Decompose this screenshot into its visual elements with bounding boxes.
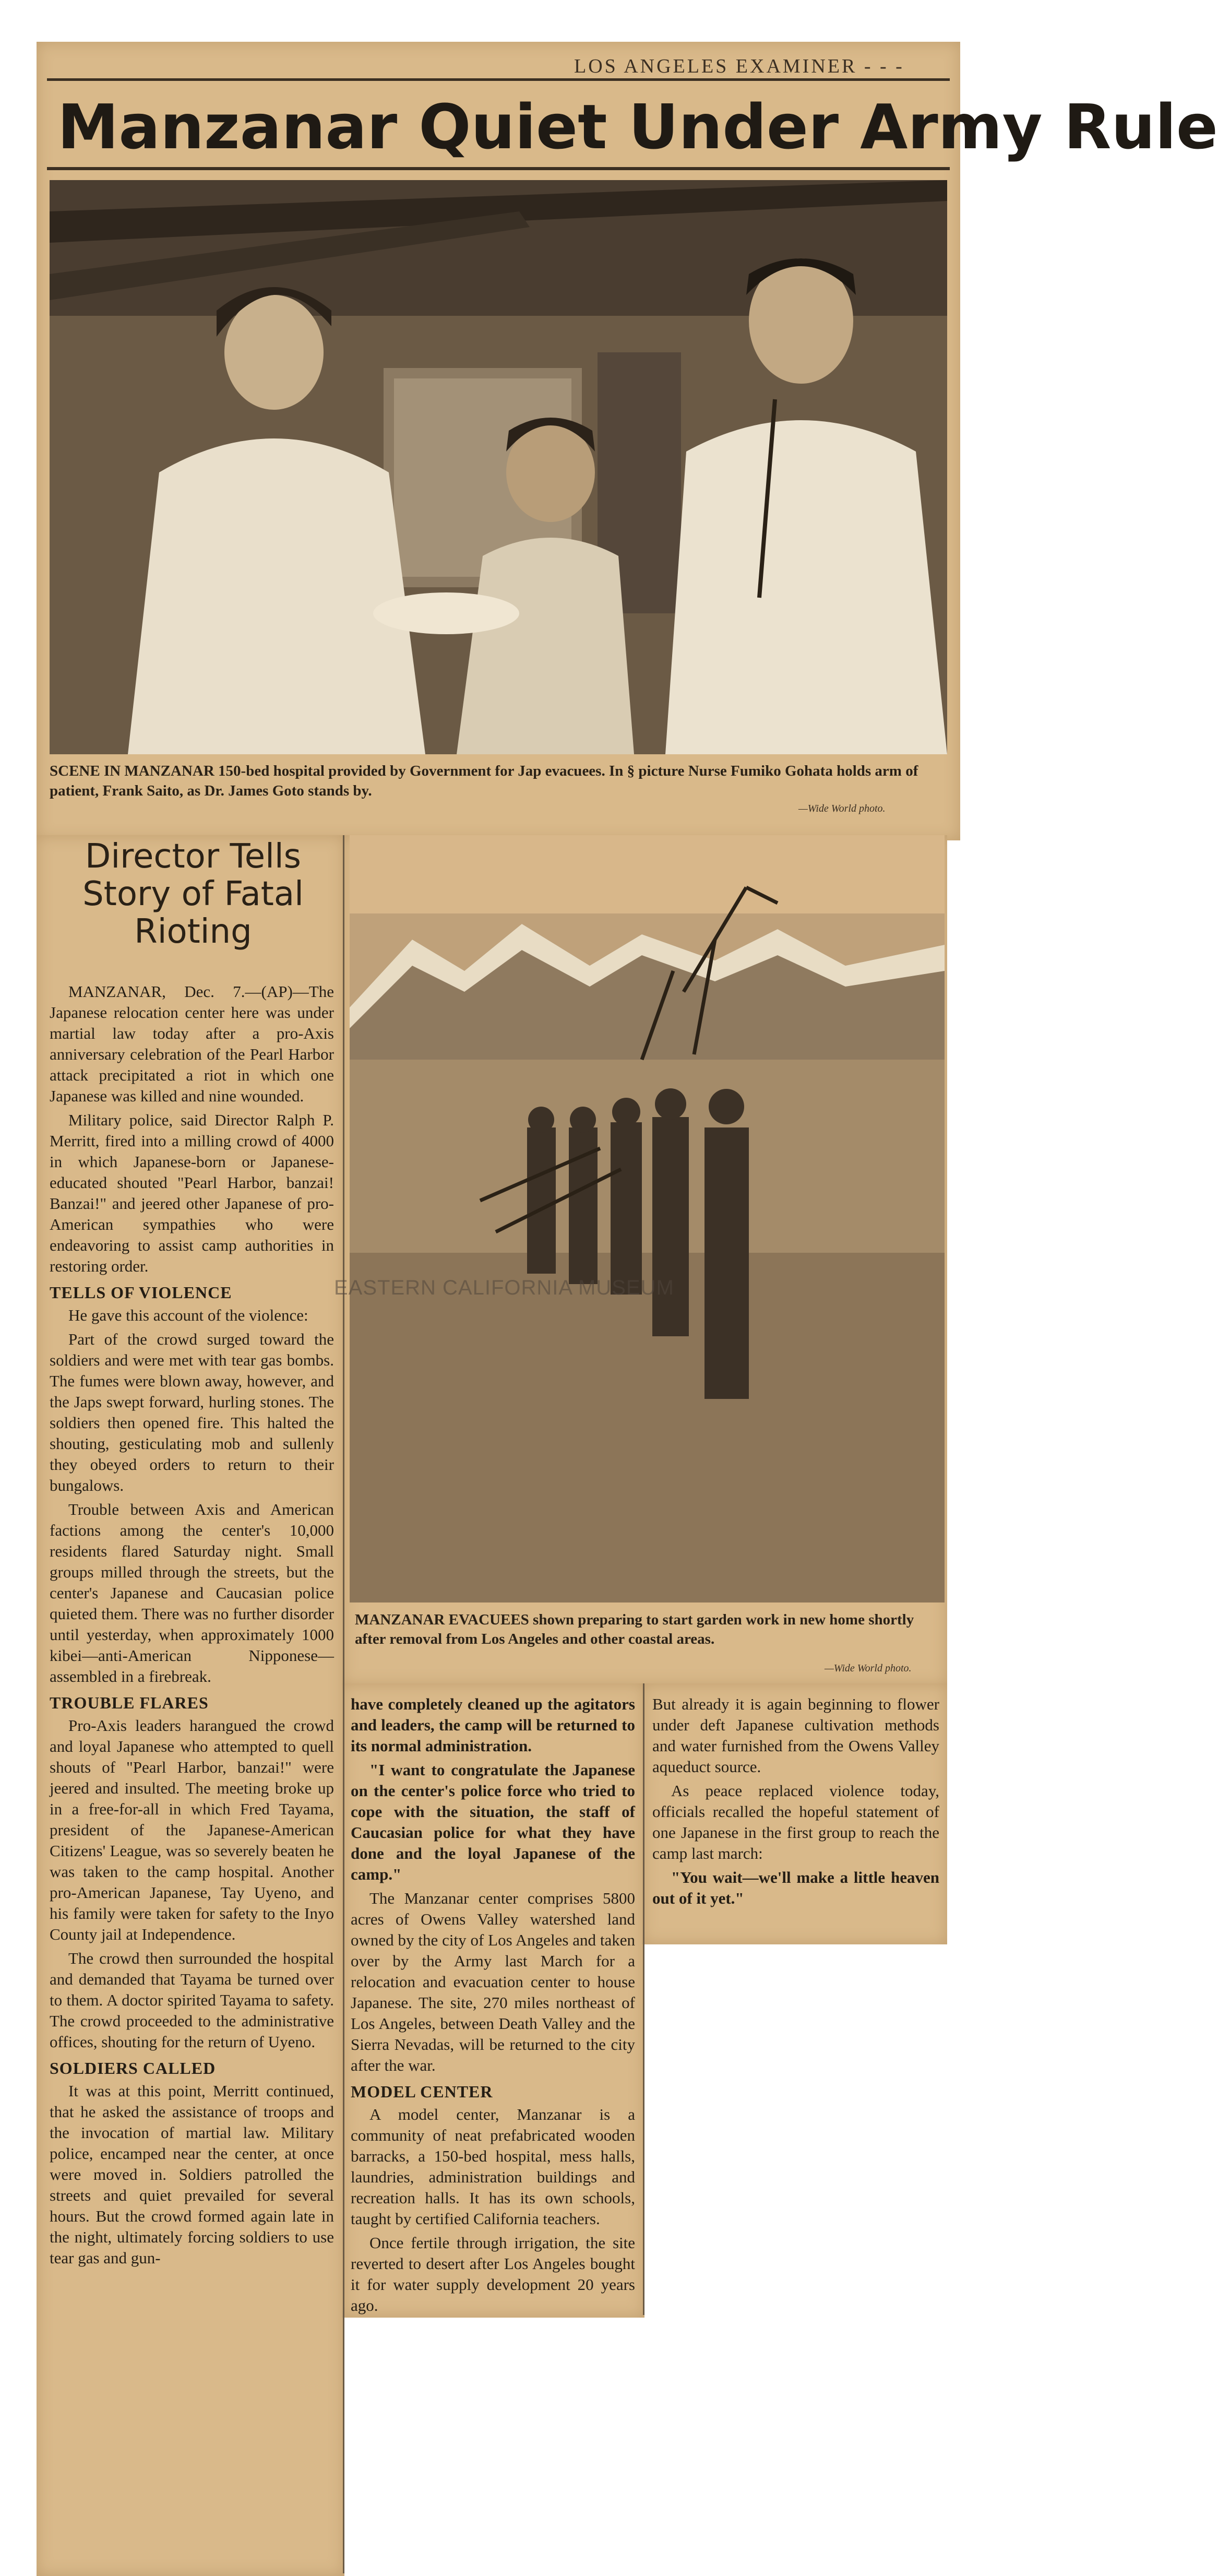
dateline-paragraph: MANZANAR, Dec. 7.—(AP)—The Japanese relocation center here was under martial law today after a pro-Axis anniversary celebration of the Pearl Harbor attack precipitated a riot in which one Japanese was killed and nine wounded.: [50, 982, 334, 1105]
quote-paragraph: "I want to congratulate the Japanese on the center's police force who tried to cope with the situation, the staff of Caucasian police for what they have done and the loyal Japanese of the camp.": [351, 1761, 635, 1883]
paragraph: Pro-Axis leaders harangued the crowd and loyal Japanese who attempted to quell shouts of "Pearl Harbor, banzai!" were jeered and insulted. The meeting broke up in a free-for-all in which Fred Tayama, president of the Japanese-American Citizens' League, was so severely beaten he was taken to the camp hospital. Another pro-American Japanese, Tay Uyeno, and his family were taken for safety to the Inyo County jail at Independence.: [50, 1716, 334, 1943]
paragraph: Trouble between Axis and American factions among the center's 10,000 residents flared Saturday night. Small groups milled through the streets, but the center's Japanese and Caucasian police quieted them. There was no further disorder until yesterday, when approximately 1000 kibei—anti-American Nipponese—assembled in a firebreak.: [50, 1500, 334, 1685]
article-column-1: [50, 981, 334, 2272]
hospital-photo-credit: —Wide World photo.: [798, 803, 886, 814]
article-column-2: [351, 1694, 635, 2319]
paragraph: The Manzanar center comprises 5800 acres of Owens Valley watershed land owned by the city of Los Angeles and taken over by the Army last March for a relocation and evacuation center to house Japanese. The site, 270 miles northeast of Los Angeles, between Death Valley and the Sierra Nevadas, will be returned to the city after the war.: [351, 1889, 635, 2074]
paragraph: The crowd then surrounded the hospital and demanded that Tayama be turned over to them. A doctor spirited Tayama to safety. The crowd proceeded to the administrative offices, shouting for the return of Uyeno.: [50, 1949, 334, 2051]
paragraph: Military police, said Director Ralph P. Merritt, fired into a milling crowd of 4000 in which Japanese-born or Japanese-educated shouted "Pearl Harbor, banzai! Banzai!" and jeered other Japanese of pro-American sympathies who were endeavoring to assist camp authorities in restoring order.: [50, 1111, 334, 1275]
caption-left: SCENE IN MANZANAR 150-bed hospital provided by Government for Jap evacuees. In: [50, 763, 624, 779]
section-heading: TELLS OF VIOLENCE: [50, 1283, 232, 1302]
section-heading: MODEL CENTER: [351, 2082, 493, 2101]
headline: Manzanar Quiet Under Army Rule: [57, 91, 1218, 163]
section-heading: SOLDIERS CALLED: [50, 2059, 216, 2078]
evacuees-photo: [350, 835, 945, 1602]
section-heading: TROUBLE FLARES: [50, 1693, 209, 1712]
article-column-3: [652, 1694, 939, 1912]
paragraph: He gave this account of the violence:: [68, 1306, 308, 1324]
paragraph: As peace replaced violence today, officials recalled the hopeful statement of one Japanese in the first group to reach the camp last march:: [652, 1782, 939, 1862]
paragraph: have completely cleaned up the agitators and leaders, the camp will be returned to its normal administration.: [351, 1695, 635, 1755]
paragraph: But already it is again beginning to flower under deft Japanese cultivation methods and water furnished from the Owens Valley aqueduct source.: [652, 1695, 939, 1776]
subheadline: Director Tells Story of Fatal Rioting: [82, 837, 304, 951]
paragraph: Part of the crowd surged toward the soldiers and were met with tear gas bombs. The fumes were blown away, however, and the Japs swept forward, hurling stones. The soldiers then opened fire. This halted the shouting, gesticulating mob and sullenly they obeyed orders to return to their bungalows.: [50, 1330, 334, 1494]
paragraph: Once fertile through irrigation, the site reverted to desert after Los Angeles bought it for water supply development 20 years ago.: [351, 2234, 635, 2314]
caption-right: picture Nurse Fumiko Gohata holds arm of patient, Frank Saito, as Dr. James Goto stands by.: [50, 763, 918, 799]
column-rule-mid: [643, 1683, 644, 2315]
masthead: LOS ANGELES EXAMINER - - -: [574, 55, 904, 77]
hospital-photo: [50, 180, 947, 754]
hospital-photo-caption: [50, 761, 937, 801]
column-rule-left: [343, 835, 344, 2573]
evacuees-photo-credit: —Wide World photo.: [825, 1663, 912, 1674]
paragraph: A model center, Manzanar is a community of neat prefabricated wooden barracks, a 150-bed hospital, mess halls, laundries, administration buildings and recreation halls. It has its own schools, taught by certified California teachers.: [351, 2105, 635, 2228]
headline-rule: [47, 167, 950, 170]
watermark: EASTERN CALIFORNIA MUSEUM: [334, 1276, 674, 1299]
caption-brace: §: [627, 763, 639, 779]
paragraph: It was at this point, Merritt continued, that he asked the assistance of troops and the invocation of martial law. Military police, encamped near the center, at once were moved in. Soldiers patrolled the streets and quiet prevailed for several hours. But the crowd formed again late in the night, ultimately forcing soldiers to use tear gas and gun-: [50, 2082, 334, 2267]
closing-quote: "You wait—we'll make a little heaven out of it yet.": [652, 1868, 939, 1907]
evacuees-photo-caption: MANZANAR EVACUEES shown preparing to start garden work in new home shortly after removal from Los Angeles and other coastal areas.: [355, 1611, 914, 1647]
masthead-rule: [47, 78, 950, 81]
